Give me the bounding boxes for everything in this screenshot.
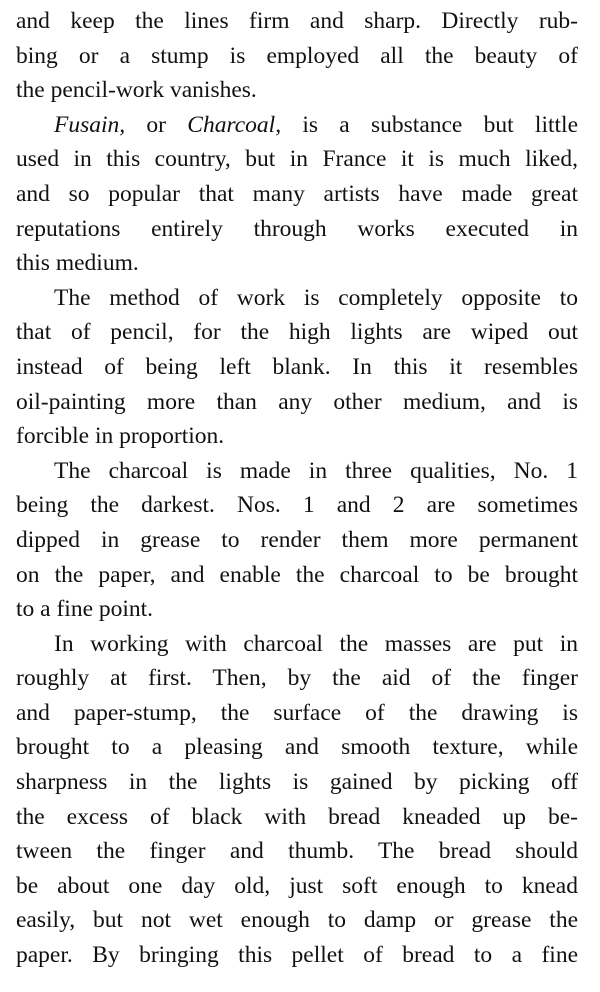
text-line: oil-painting more than any other medium, and is [16, 388, 578, 415]
text-line: this medium. [16, 250, 139, 277]
text-segment: is a substance but little [281, 111, 578, 138]
text-line: being the darkest. Nos. 1 and 2 are sometimes [16, 492, 578, 519]
text-line: roughly at first. Then, by the aid of the finger [16, 665, 578, 692]
text-line: In working with charcoal the masses are put in [54, 630, 578, 657]
paragraph-pencil-end [16, 4, 578, 108]
text-line: bing or a stump is employed all the beauty of [16, 42, 578, 69]
paragraph-qualities [16, 454, 578, 627]
text-line: sharpness in the lights is gained by picking off [16, 769, 578, 796]
text-line: to a fine point. [16, 596, 154, 623]
text-line: easily, but not wet enough to damp or grease the [16, 907, 578, 934]
text-line: reputations entirely through works executed in [16, 215, 578, 242]
text-line: and so popular that many artists have made great [16, 180, 578, 207]
text-line: dipped in grease to render them more permanent [16, 526, 578, 553]
paragraph-fusain [16, 108, 578, 281]
text-segment: or [125, 111, 188, 138]
text-line: The charcoal is made in three qualities, No. 1 [54, 457, 578, 484]
text-line: instead of being left blank. In this it resembles [16, 353, 578, 380]
text-line: forcible in proportion. [16, 423, 225, 450]
text-line: used in this country, but in France it is much liked, [16, 146, 578, 173]
text-line: tween the finger and thumb. The bread should [16, 838, 578, 865]
text-line: The method of work is completely opposite to [54, 284, 578, 311]
text-line: and paper-stump, the surface of the drawing is [16, 699, 578, 726]
paragraph-method [16, 281, 578, 454]
text-line: be about one day old, just soft enough to knead [16, 872, 578, 899]
text-line: brought to a pleasing and smooth texture, while [16, 734, 578, 761]
text-line: the pencil-work vanishes. [16, 77, 257, 104]
book-page [16, 4, 578, 973]
paragraph-working [16, 627, 578, 973]
text-line: paper. By bringing this pellet of bread to a fine [16, 942, 578, 969]
text-line: the excess of black with bread kneaded up be- [16, 803, 578, 830]
text-line [16, 108, 578, 143]
term-charcoal: Charcoal, [187, 111, 282, 138]
text-line: and keep the lines firm and sharp. Directly rub- [16, 8, 578, 34]
term-fusain: Fusain, [54, 111, 126, 138]
text-line: on the paper, and enable the charcoal to be brought [16, 561, 578, 588]
text-line: that of pencil, for the high lights are wiped out [16, 319, 578, 346]
